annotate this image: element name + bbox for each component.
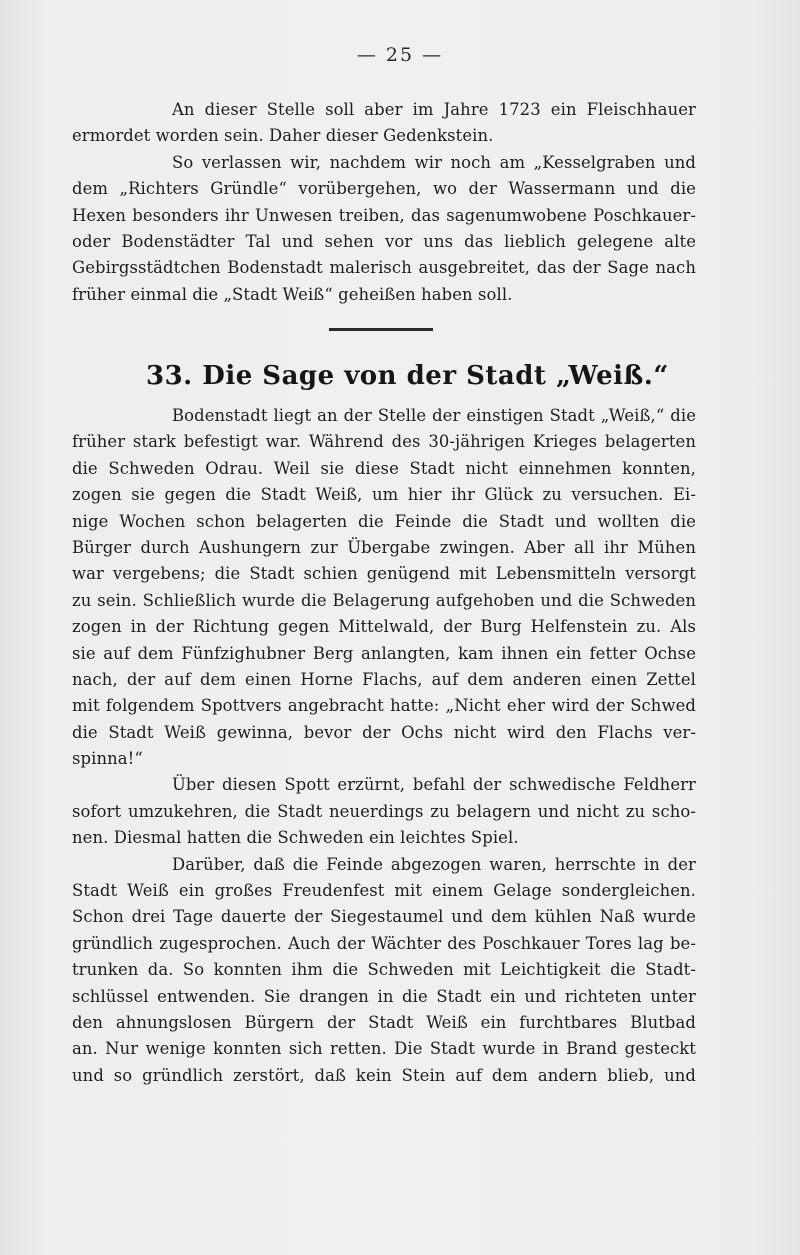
- section-divider: [329, 328, 433, 331]
- text-line: Über diesen Spott erzürnt, befahl der schwedische Feldherr: [172, 775, 696, 795]
- text-line: sofort umzukehren, die Stadt neuerdings zu belagern und nicht zu scho-: [72, 801, 696, 821]
- text-line: Bürger durch Aushungern zur Übergabe zwingen. Aber all ihr Mühen: [72, 537, 696, 557]
- page-number: — 25 —: [356, 44, 444, 66]
- text-line: So verlassen wir, nachdem wir noch am „Kesselgraben und: [172, 152, 696, 172]
- text-line: war vergebens; die Stadt schien genügend mit Lebensmitteln versorgt: [72, 564, 696, 584]
- text-line: spinna!“: [72, 749, 143, 769]
- story-paragraphs: [72, 403, 696, 1089]
- text-line: Hexen besonders ihr Unwesen treiben, das sagenumwobene Poschkauer-: [72, 205, 696, 225]
- text-line: Bodenstadt liegt an der Stelle der einstigen Stadt „Weiß,“ die: [172, 406, 696, 425]
- text-line: ermordet worden sein. Daher dieser Gedenkstein.: [72, 126, 494, 146]
- text-line: sie auf dem Fünfzighubner Berg anlangten, kam ihnen ein fetter Ochse: [72, 643, 696, 663]
- text-line: Schon drei Tage dauerte der Siegestaumel und dem kühlen Naß wurde: [72, 907, 696, 927]
- text-line: an. Nur wenige konnten sich retten. Die Stadt wurde in Brand gesteckt: [72, 1039, 696, 1059]
- text-line: gründlich zugesprochen. Auch der Wächter des Poschkauer Tores lag be-: [72, 933, 696, 953]
- text-line: nige Wochen schon belagerten die Feinde die Stadt und wollten die: [72, 511, 696, 531]
- text-line: und so gründlich zerstört, daß kein Stein auf dem andern blieb, und: [72, 1065, 696, 1085]
- text-line: dem „Richters Gründle“ vorübergehen, wo der Wassermann und die: [72, 179, 696, 199]
- text-line: zogen in der Richtung gegen Mittelwald, der Burg Helfenstein zu. Als: [72, 617, 696, 637]
- intro-paragraphs: [72, 97, 696, 308]
- text-line: Stadt Weiß ein großes Freudenfest mit einem Gelage sondergleichen.: [72, 881, 696, 901]
- text-line: Darüber, daß die Feinde abgezogen waren, herrschte in der: [172, 854, 696, 874]
- text-line: oder Bodenstädter Tal und sehen vor uns das lieblich gelegene alte: [72, 231, 696, 251]
- text-line: früher stark befestigt war. Während des 30-jährigen Krieges belagerten: [72, 432, 696, 452]
- text-line: An dieser Stelle soll aber im Jahre 1723 ein Fleischhauer: [172, 100, 696, 119]
- text-line: schlüssel entwenden. Sie drangen in die Stadt ein und richteten unter: [72, 986, 696, 1006]
- text-line: zu sein. Schließlich wurde die Belagerung aufgehoben und die Schweden: [72, 590, 696, 610]
- text-line: die Stadt Weiß gewinna, bevor der Ochs nicht wird den Flachs ver-: [72, 722, 696, 742]
- text-line: nach, der auf dem einen Horne Flachs, auf dem anderen einen Zettel: [72, 669, 696, 689]
- text-line: Gebirgsstädtchen Bodenstadt malerisch ausgebreitet, das der Sage nach: [72, 258, 696, 278]
- section-heading: 33. Die Sage von der Stadt „Weiß.“: [146, 361, 669, 391]
- text-line: die Schweden Odrau. Weil sie diese Stadt nicht einnehmen konnten,: [72, 458, 696, 478]
- text-line: nen. Diesmal hatten die Schweden ein leichtes Spiel.: [72, 828, 519, 848]
- text-line: zogen sie gegen die Stadt Weiß, um hier ihr Glück zu versuchen. Ei-: [72, 485, 696, 505]
- text-line: früher einmal die „Stadt Weiß“ geheißen haben soll.: [72, 284, 513, 304]
- text-line: trunken da. So konnten ihm die Schweden mit Leichtigkeit die Stadt-: [72, 960, 696, 980]
- text-line: den ahnungslosen Bürgern der Stadt Weiß ein furchtbares Blutbad: [72, 1012, 696, 1032]
- text-line: mit folgendem Spottvers angebracht hatte: „Nicht eher wird der Schwed: [72, 696, 696, 716]
